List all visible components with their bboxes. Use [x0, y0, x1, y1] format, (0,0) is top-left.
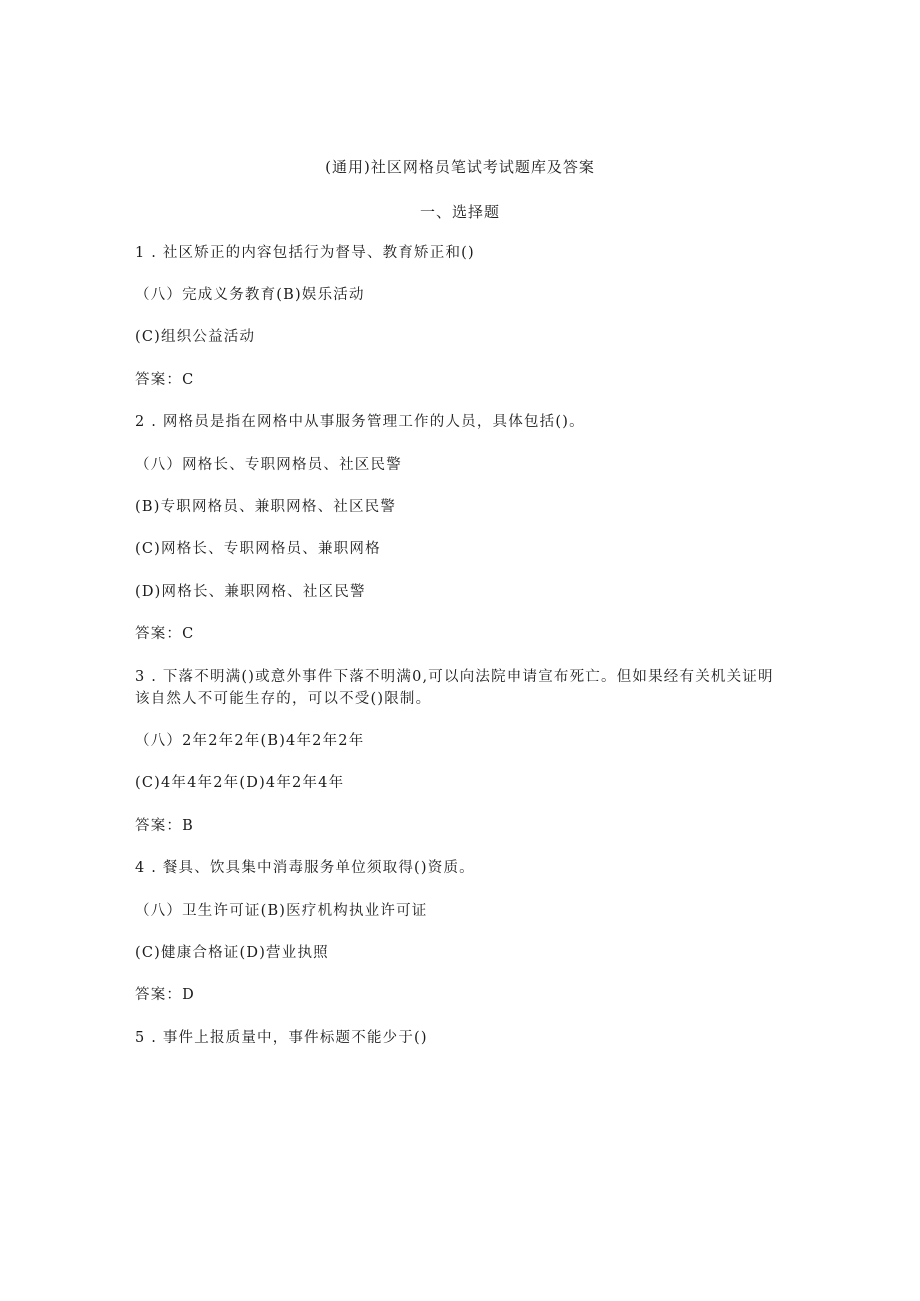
question-3-option-a-b: （八）2年2年2年(B)4年2年2年 [135, 733, 365, 749]
question-3-stem-line-1: 3 . 下落不明满()或意外事件下落不明满0,可以向法院申请宣布死亡。但如果经有关机关证明 [135, 669, 774, 685]
section-heading: 一、选择题 [419, 203, 500, 221]
question-2-stem: 2 . 网格员是指在网格中从事服务管理工作的人员，具体包括()。 [135, 414, 585, 430]
question-1-answer: 答案：C [135, 372, 195, 388]
question-2-option-d: (D)网格长、兼职网格、社区民警 [135, 584, 366, 600]
question-2-option-b: (B)专职网格员、兼职网格、社区民警 [135, 499, 397, 515]
question-1-stem: 1 . 社区矫正的内容包括行为督导、教育矫正和() [135, 245, 475, 261]
question-4-stem: 4 . 餐具、饮具集中消毒服务单位须取得()资质。 [135, 860, 475, 876]
document-title: (通用)社区网格员笔试考试题库及答案 [325, 158, 595, 176]
question-2-answer: 答案：C [135, 626, 195, 642]
question-3-stem-line-2: 该自然人不可能生存的，可以不受()限制。 [135, 691, 432, 707]
question-4-option-c-d: (C)健康合格证(D)营业执照 [135, 945, 329, 961]
question-5-stem: 5 . 事件上报质量中，事件标题不能少于() [135, 1030, 428, 1046]
question-1-option-a-b: （八）完成义务教育(B)娱乐活动 [135, 287, 365, 303]
question-4-option-a-b: （八）卫生许可证(B)医疗机构执业许可证 [135, 903, 428, 919]
question-4-answer: 答案：D [135, 987, 195, 1003]
question-2-option-a: （八）网格长、专职网格员、社区民警 [135, 457, 402, 473]
question-2-option-c: (C)网格长、专职网格员、兼职网格 [135, 541, 381, 557]
question-3-answer: 答案：B [135, 818, 194, 834]
question-3-option-c-d: (C)4年4年2年(D)4年2年4年 [135, 775, 345, 791]
question-1-option-c: (C)组织公益活动 [135, 329, 256, 345]
